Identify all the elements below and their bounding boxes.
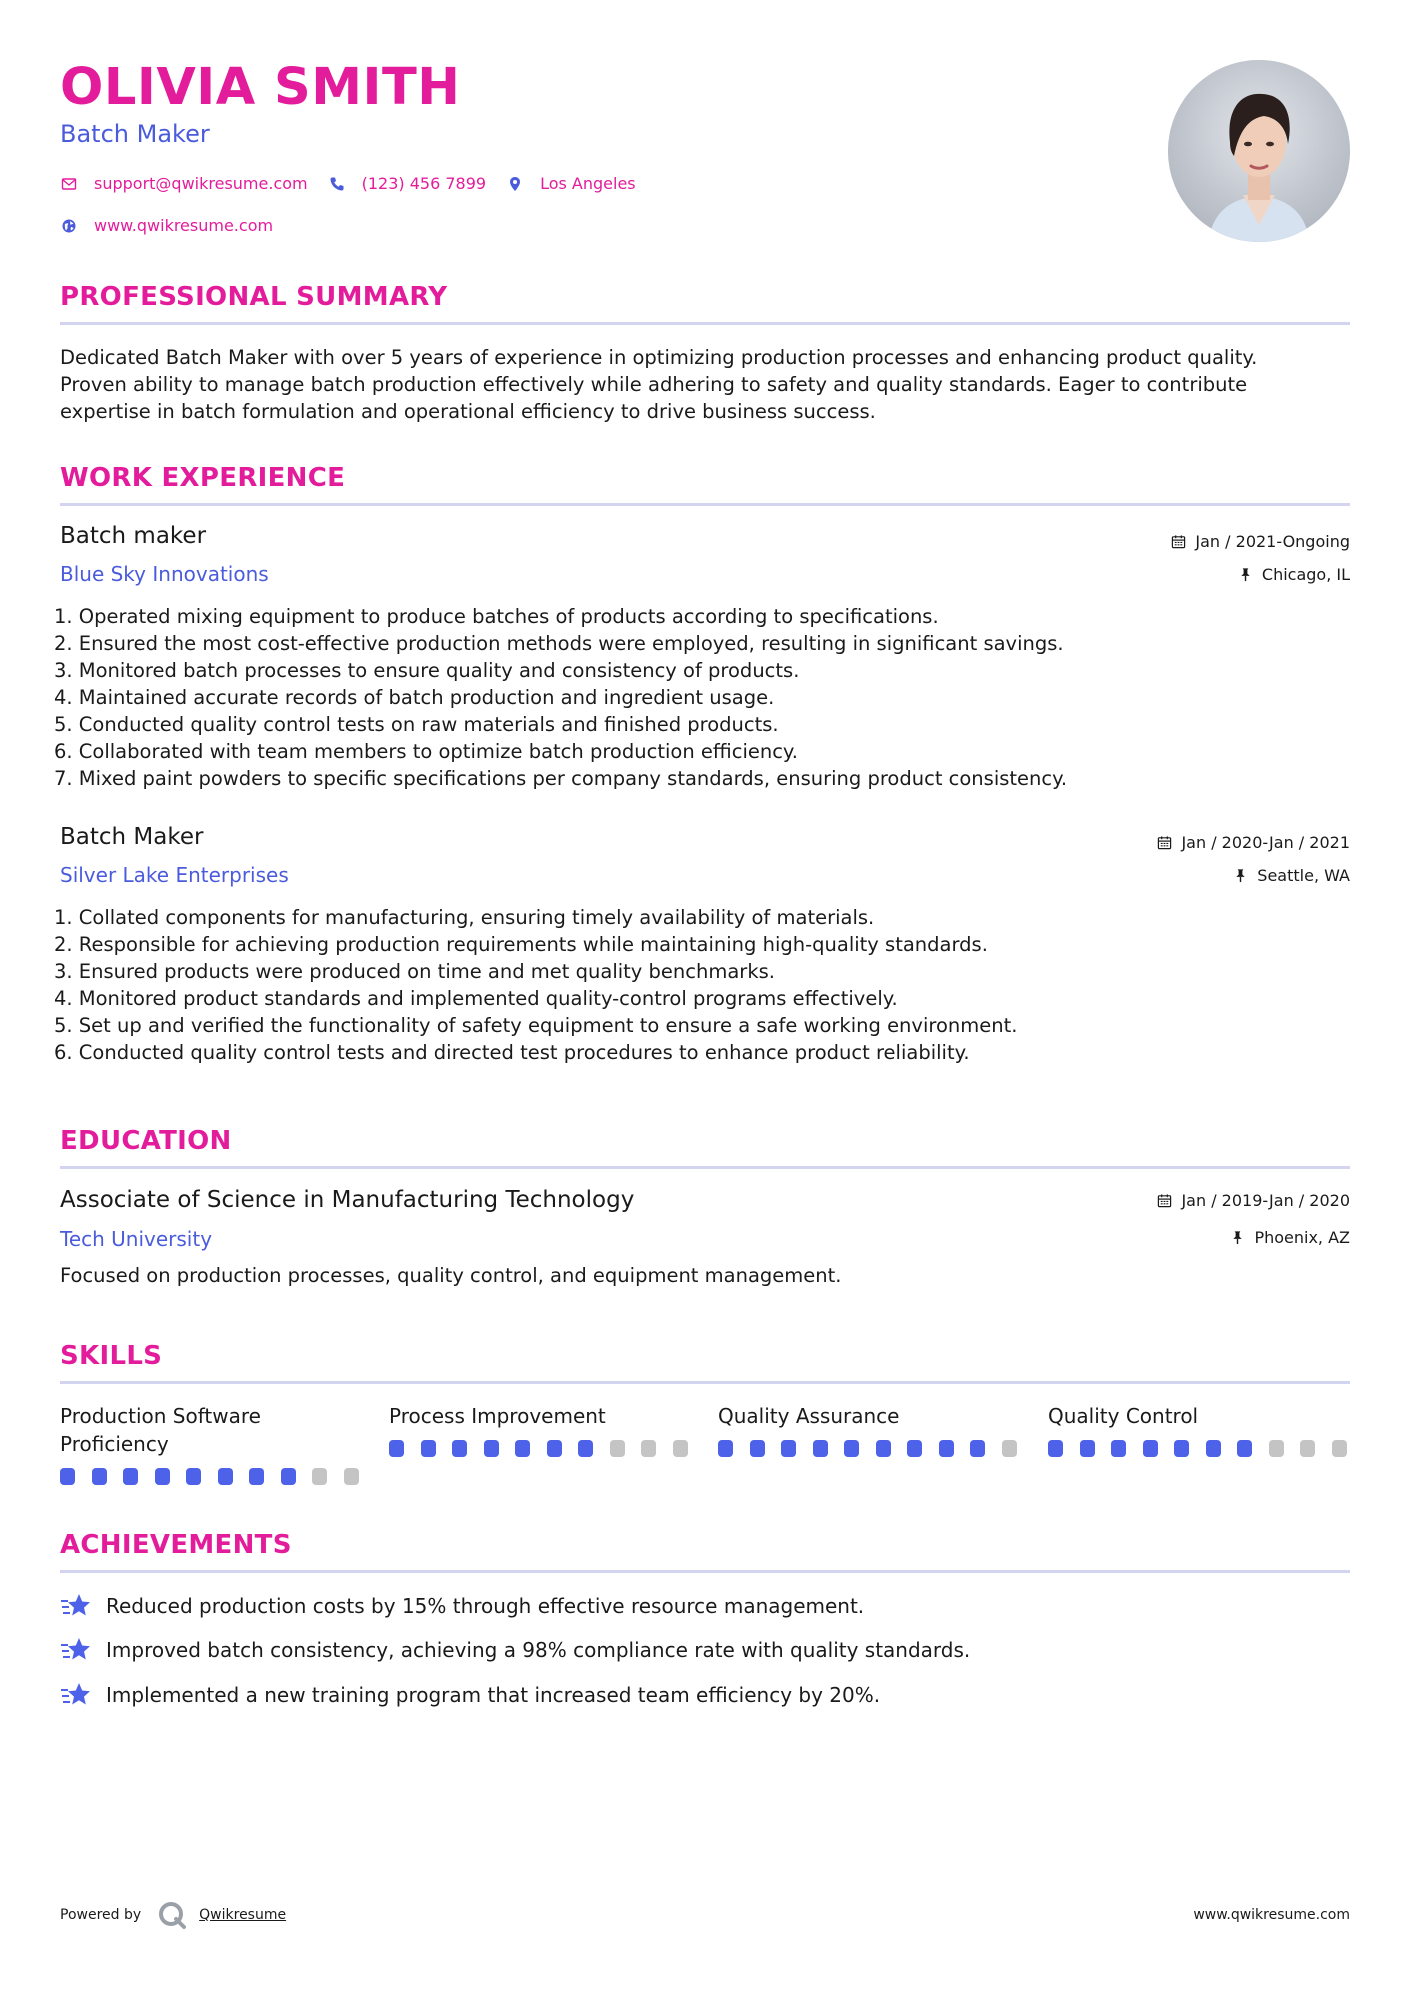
- achievement-item: [60, 1681, 880, 1709]
- skill-name: Quality Control: [1048, 1404, 1199, 1428]
- section-divider: [60, 503, 1350, 506]
- skill-dot-filled: [1237, 1440, 1252, 1457]
- job-title: Batch Maker: [60, 824, 204, 850]
- envelope-icon: [60, 175, 78, 193]
- skill-rating: [60, 1468, 375, 1485]
- list-item: 4. Maintained accurate records of batch production and ingredient usage.: [54, 686, 775, 709]
- contact-row-web: [60, 216, 293, 235]
- skill-dot-filled: [421, 1440, 436, 1457]
- phone-text: (123) 456 7899: [361, 174, 487, 193]
- school-name: Tech University: [60, 1227, 213, 1251]
- contact-row: [60, 174, 656, 193]
- footer-powered-by: [60, 1900, 286, 1930]
- contact-website[interactable]: [60, 216, 273, 235]
- skill-dot-filled: [515, 1440, 530, 1457]
- list-item: 1. Collated components for manufacturing, ensuring timely availability of materials.: [54, 906, 875, 929]
- star-icon: [60, 1681, 92, 1709]
- pushpin-icon: [1233, 868, 1248, 883]
- star-icon: [60, 1636, 92, 1664]
- footer-website[interactable]: www.qwikresume.com: [1193, 1907, 1350, 1923]
- skill-dot-filled: [718, 1440, 733, 1457]
- summary-text: [60, 344, 1360, 425]
- achievement-item: [60, 1636, 970, 1664]
- education-date: [1157, 1191, 1350, 1210]
- skill-dot-filled: [939, 1440, 954, 1457]
- skill-dot-filled: [1111, 1440, 1126, 1457]
- skill-dot-filled: [484, 1440, 499, 1457]
- job-location: [1238, 565, 1350, 584]
- calendar-icon: [1157, 835, 1172, 850]
- skill-dot-filled: [907, 1440, 922, 1457]
- list-item: 5. Conducted quality control tests on raw materials and finished products.: [54, 713, 779, 736]
- skill-name: Proficiency: [60, 1432, 169, 1456]
- phone-icon: [328, 175, 346, 193]
- skill-dot-filled: [92, 1468, 107, 1485]
- list-item: 3. Ensured products were produced on time and met quality benchmarks.: [54, 960, 775, 983]
- section-divider: [60, 1381, 1350, 1384]
- candidate-name: OLIVIA SMITH: [60, 58, 461, 117]
- pushpin-icon: [1238, 567, 1253, 582]
- location-text: Phoenix, AZ: [1254, 1228, 1350, 1247]
- date-text: Jan / 2020-Jan / 2021: [1181, 833, 1350, 852]
- skill-dot-empty: [673, 1440, 688, 1457]
- company-name: Silver Lake Enterprises: [60, 863, 289, 887]
- skill-dot-filled: [1206, 1440, 1221, 1457]
- location-text: Seattle, WA: [1257, 866, 1350, 885]
- location-text: Chicago, IL: [1261, 565, 1350, 584]
- skill-dot-filled: [781, 1440, 796, 1457]
- list-item: 2. Responsible for achieving production requirements while maintaining high-quality standards.: [54, 933, 988, 956]
- section-title-skills: SKILLS: [60, 1341, 163, 1371]
- globe-icon: [60, 217, 78, 235]
- section-title-achievements: ACHIEVEMENTS: [60, 1530, 292, 1560]
- section-divider: [60, 322, 1350, 325]
- skill-dot-filled: [123, 1468, 138, 1485]
- achievement-item: [60, 1592, 864, 1620]
- section-title-experience: WORK EXPERIENCE: [60, 463, 346, 493]
- skill-dot-filled: [452, 1440, 467, 1457]
- skill-dot-filled: [750, 1440, 765, 1457]
- website-text: www.qwikresume.com: [94, 216, 274, 235]
- skill-item: [718, 1402, 1018, 1430]
- section-title-education: EDUCATION: [60, 1126, 232, 1156]
- skill-dot-empty: [1332, 1440, 1347, 1457]
- skill-dot-empty: [1269, 1440, 1284, 1457]
- skill-dot-filled: [218, 1468, 233, 1485]
- skill-dot-filled: [844, 1440, 859, 1457]
- list-item: 7. Mixed paint powders to specific specifications per company standards, ensuring product consistency.: [54, 767, 1068, 790]
- section-divider: [60, 1570, 1350, 1573]
- skill-item: [389, 1402, 689, 1430]
- skill-dot-filled: [578, 1440, 593, 1457]
- skill-dot-filled: [1174, 1440, 1189, 1457]
- skill-dot-filled: [876, 1440, 891, 1457]
- summary-line: Dedicated Batch Maker with over 5 years of experience in optimizing production processes and enhancing product quality.: [60, 346, 1258, 369]
- education-description: Focused on production processes, quality control, and equipment management.: [60, 1264, 842, 1287]
- date-text: Jan / 2021-Ongoing: [1195, 532, 1350, 551]
- skill-name: Process Improvement: [389, 1404, 606, 1428]
- section-divider: [60, 1166, 1350, 1169]
- qwikresume-logo-icon: [157, 1900, 187, 1930]
- contact-email[interactable]: [60, 174, 308, 193]
- list-item: 2. Ensured the most cost-effective production methods were employed, resulting in significant savings.: [54, 632, 1064, 655]
- achievement-text: Implemented a new training program that increased team efficiency by 20%.: [106, 1683, 881, 1707]
- summary-line: Proven ability to manage batch production effectively while adhering to safety and quality standards. Eager to contribute: [60, 373, 1248, 396]
- skill-dot-filled: [155, 1468, 170, 1485]
- contact-location: [506, 174, 636, 193]
- skill-dot-filled: [186, 1468, 201, 1485]
- job-date: [1157, 833, 1350, 852]
- achievement-text: Reduced production costs by 15% through effective resource management.: [106, 1594, 865, 1618]
- list-item: 6. Collaborated with team members to optimize batch production efficiency.: [54, 740, 798, 763]
- skill-dot-filled: [547, 1440, 562, 1457]
- skill-dot-empty: [610, 1440, 625, 1457]
- skill-name: Quality Assurance: [718, 1404, 900, 1428]
- skill-dot-filled: [249, 1468, 264, 1485]
- skill-rating: [718, 1440, 1033, 1457]
- skill-dot-filled: [1048, 1440, 1063, 1457]
- calendar-icon: [1157, 1193, 1172, 1208]
- job-date: [1171, 532, 1350, 551]
- list-item: 4. Monitored product standards and implemented quality-control programs effectively.: [54, 987, 898, 1010]
- skill-dot-filled: [281, 1468, 296, 1485]
- summary-line: expertise in batch formulation and operational efficiency to drive business success.: [60, 400, 876, 423]
- skill-dot-empty: [312, 1468, 327, 1485]
- skill-dot-empty: [1300, 1440, 1315, 1457]
- skill-rating: [389, 1440, 704, 1457]
- job-title: Batch maker: [60, 523, 207, 549]
- pushpin-icon: [1230, 1230, 1245, 1245]
- company-name: Blue Sky Innovations: [60, 562, 269, 586]
- skill-dot-filled: [970, 1440, 985, 1457]
- skill-dot-empty: [1002, 1440, 1017, 1457]
- map-pin-icon: [506, 175, 524, 193]
- star-icon: [60, 1592, 92, 1620]
- job-location: [1233, 866, 1350, 885]
- brand-link[interactable]: Qwikresume: [199, 1907, 287, 1923]
- job-bullets: [54, 603, 1354, 792]
- education-location: [1230, 1228, 1350, 1247]
- skill-rating: [1048, 1440, 1363, 1457]
- skill-name: Production Software: [60, 1404, 261, 1428]
- skill-dot-filled: [1080, 1440, 1095, 1457]
- skill-dot-empty: [344, 1468, 359, 1485]
- skill-item: [60, 1402, 360, 1458]
- contact-phone[interactable]: [328, 174, 486, 193]
- skill-item: [1048, 1402, 1348, 1430]
- skill-dot-filled: [60, 1468, 75, 1485]
- skill-dot-filled: [1143, 1440, 1158, 1457]
- powered-by-label: Powered by: [60, 1907, 142, 1923]
- job-bullets: [54, 904, 1354, 1066]
- achievement-text: Improved batch consistency, achieving a 98% compliance rate with quality standards.: [106, 1638, 971, 1662]
- candidate-title: Batch Maker: [60, 120, 210, 148]
- skill-dot-filled: [813, 1440, 828, 1457]
- location-text: Los Angeles: [540, 174, 636, 193]
- section-title-summary: PROFESSIONAL SUMMARY: [60, 282, 448, 312]
- list-item: 5. Set up and verified the functionality of safety equipment to ensure a safe working environment.: [54, 1014, 1018, 1037]
- date-text: Jan / 2019-Jan / 2020: [1181, 1191, 1350, 1210]
- skill-dot-empty: [641, 1440, 656, 1457]
- list-item: 1. Operated mixing equipment to produce batches of products according to specifications.: [54, 605, 939, 628]
- email-text: support@qwikresume.com: [94, 174, 308, 193]
- skill-dot-filled: [389, 1440, 404, 1457]
- list-item: 3. Monitored batch processes to ensure quality and consistency of products.: [54, 659, 800, 682]
- degree-title: Associate of Science in Manufacturing Technology: [60, 1187, 635, 1213]
- calendar-icon: [1171, 534, 1186, 549]
- profile-photo: [1168, 60, 1350, 242]
- list-item: 6. Conducted quality control tests and directed test procedures to enhance product reliability.: [54, 1041, 970, 1064]
